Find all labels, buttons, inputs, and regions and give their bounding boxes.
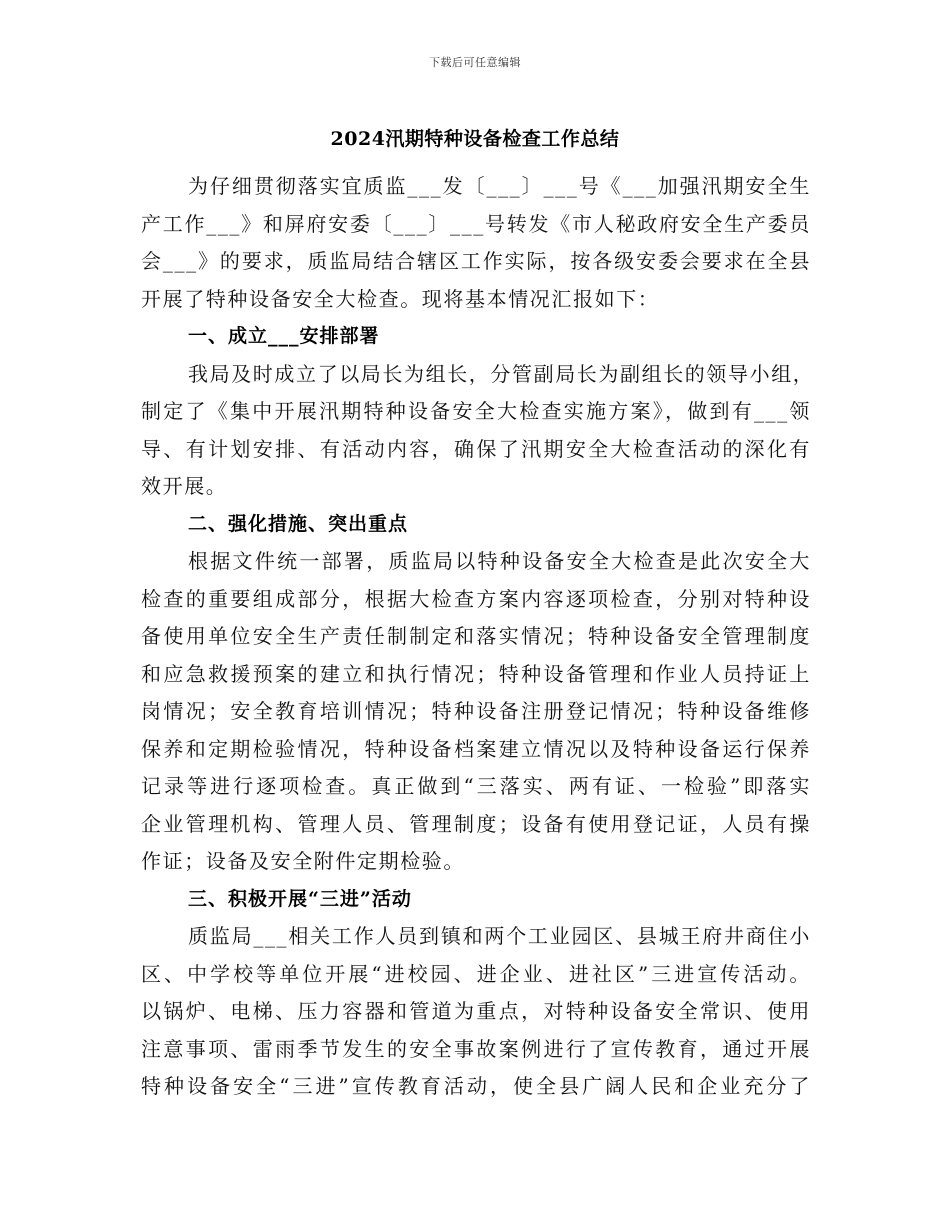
- text-line: 会___》的要求，质监局结合辖区工作实际，按各级安委会要求在全县: [141, 249, 811, 273]
- text-line: 效开展。: [141, 474, 228, 498]
- document-title: 2024汛期特种设备检查工作总结: [330, 128, 620, 150]
- text-line: 注意事项、雷雨季节发生的安全事故案例进行了宣传教育，通过开展: [141, 1036, 811, 1061]
- text-line: 保养和定期检验情况，特种设备档案建立情况以及特种设备运行保养: [141, 736, 811, 761]
- text-line: 记录等进行逐项检查。真正做到“三落实、两有证、一检验”即落实: [141, 774, 811, 798]
- text-line: 导、有计划安排、有活动内容，确保了汛期安全大检查活动的深化有: [141, 436, 811, 461]
- text-line: 质监局___相关工作人员到镇和两个工业园区、县城王府井商住小: [188, 924, 811, 948]
- section-heading-2: 二、强化措施、突出重点: [188, 512, 409, 535]
- paragraph-section-2: [141, 543, 811, 881]
- text-line: 根据文件统一部署，质监局以特种设备安全大检查是此次安全大: [188, 549, 811, 573]
- paragraph-section-3: [141, 918, 811, 1106]
- text-line: 备使用单位安全生产责任制制定和落实情况；特种设备安全管理制度: [141, 624, 811, 648]
- paragraph-section-1: [141, 356, 815, 506]
- text-line: 开展了特种设备安全大检查。现将基本情况汇报如下：: [141, 286, 660, 311]
- text-line: 企业管理机构、管理人员、管理制度；设备有使用登记证，人员有操: [141, 811, 811, 836]
- section-heading-1: 一、成立___安排部署: [188, 325, 380, 347]
- text-line: 检查的重要组成部分，根据大检查方案内容逐项检查，分别对特种设: [141, 586, 811, 611]
- header-note: 下载后可任意编辑: [429, 56, 521, 69]
- text-line: 我局及时成立了以局长为组长，分管副局长为副组长的领导小组，: [188, 361, 815, 386]
- text-line: 以锅炉、电梯、压力容器和管道为重点，对特种设备安全常识、使用: [141, 999, 811, 1023]
- text-line: 区、中学校等单位开展“进校园、进企业、进社区”三进宣传活动。: [141, 961, 811, 986]
- section-heading-3: 三、积极开展“三进”活动: [188, 887, 412, 910]
- text-line: 为仔细贯彻落实宜质监___发〔___〕___号《___加强汛期安全生: [188, 174, 811, 198]
- text-line: 产工作___》和屏府安委〔___〕___号转发《市人秘政府安全生产委员: [141, 211, 811, 236]
- paragraph-intro: [141, 168, 811, 318]
- text-line: 岗情况；安全教育培训情况；特种设备注册登记情况；特种设备维修: [141, 699, 811, 723]
- document-body: [141, 168, 815, 1106]
- text-line: 和应急救援预案的建立和执行情况；特种设备管理和作业人员持证上: [141, 661, 811, 686]
- text-line: 作证；设备及安全附件定期检验。: [141, 849, 465, 873]
- text-line: 制定了《集中开展汛期特种设备安全大检查实施方案》，做到有___领: [141, 399, 811, 423]
- text-line: 特种设备安全“三进”宣传教育活动，使全县广阔人民和企业充分了: [141, 1074, 811, 1098]
